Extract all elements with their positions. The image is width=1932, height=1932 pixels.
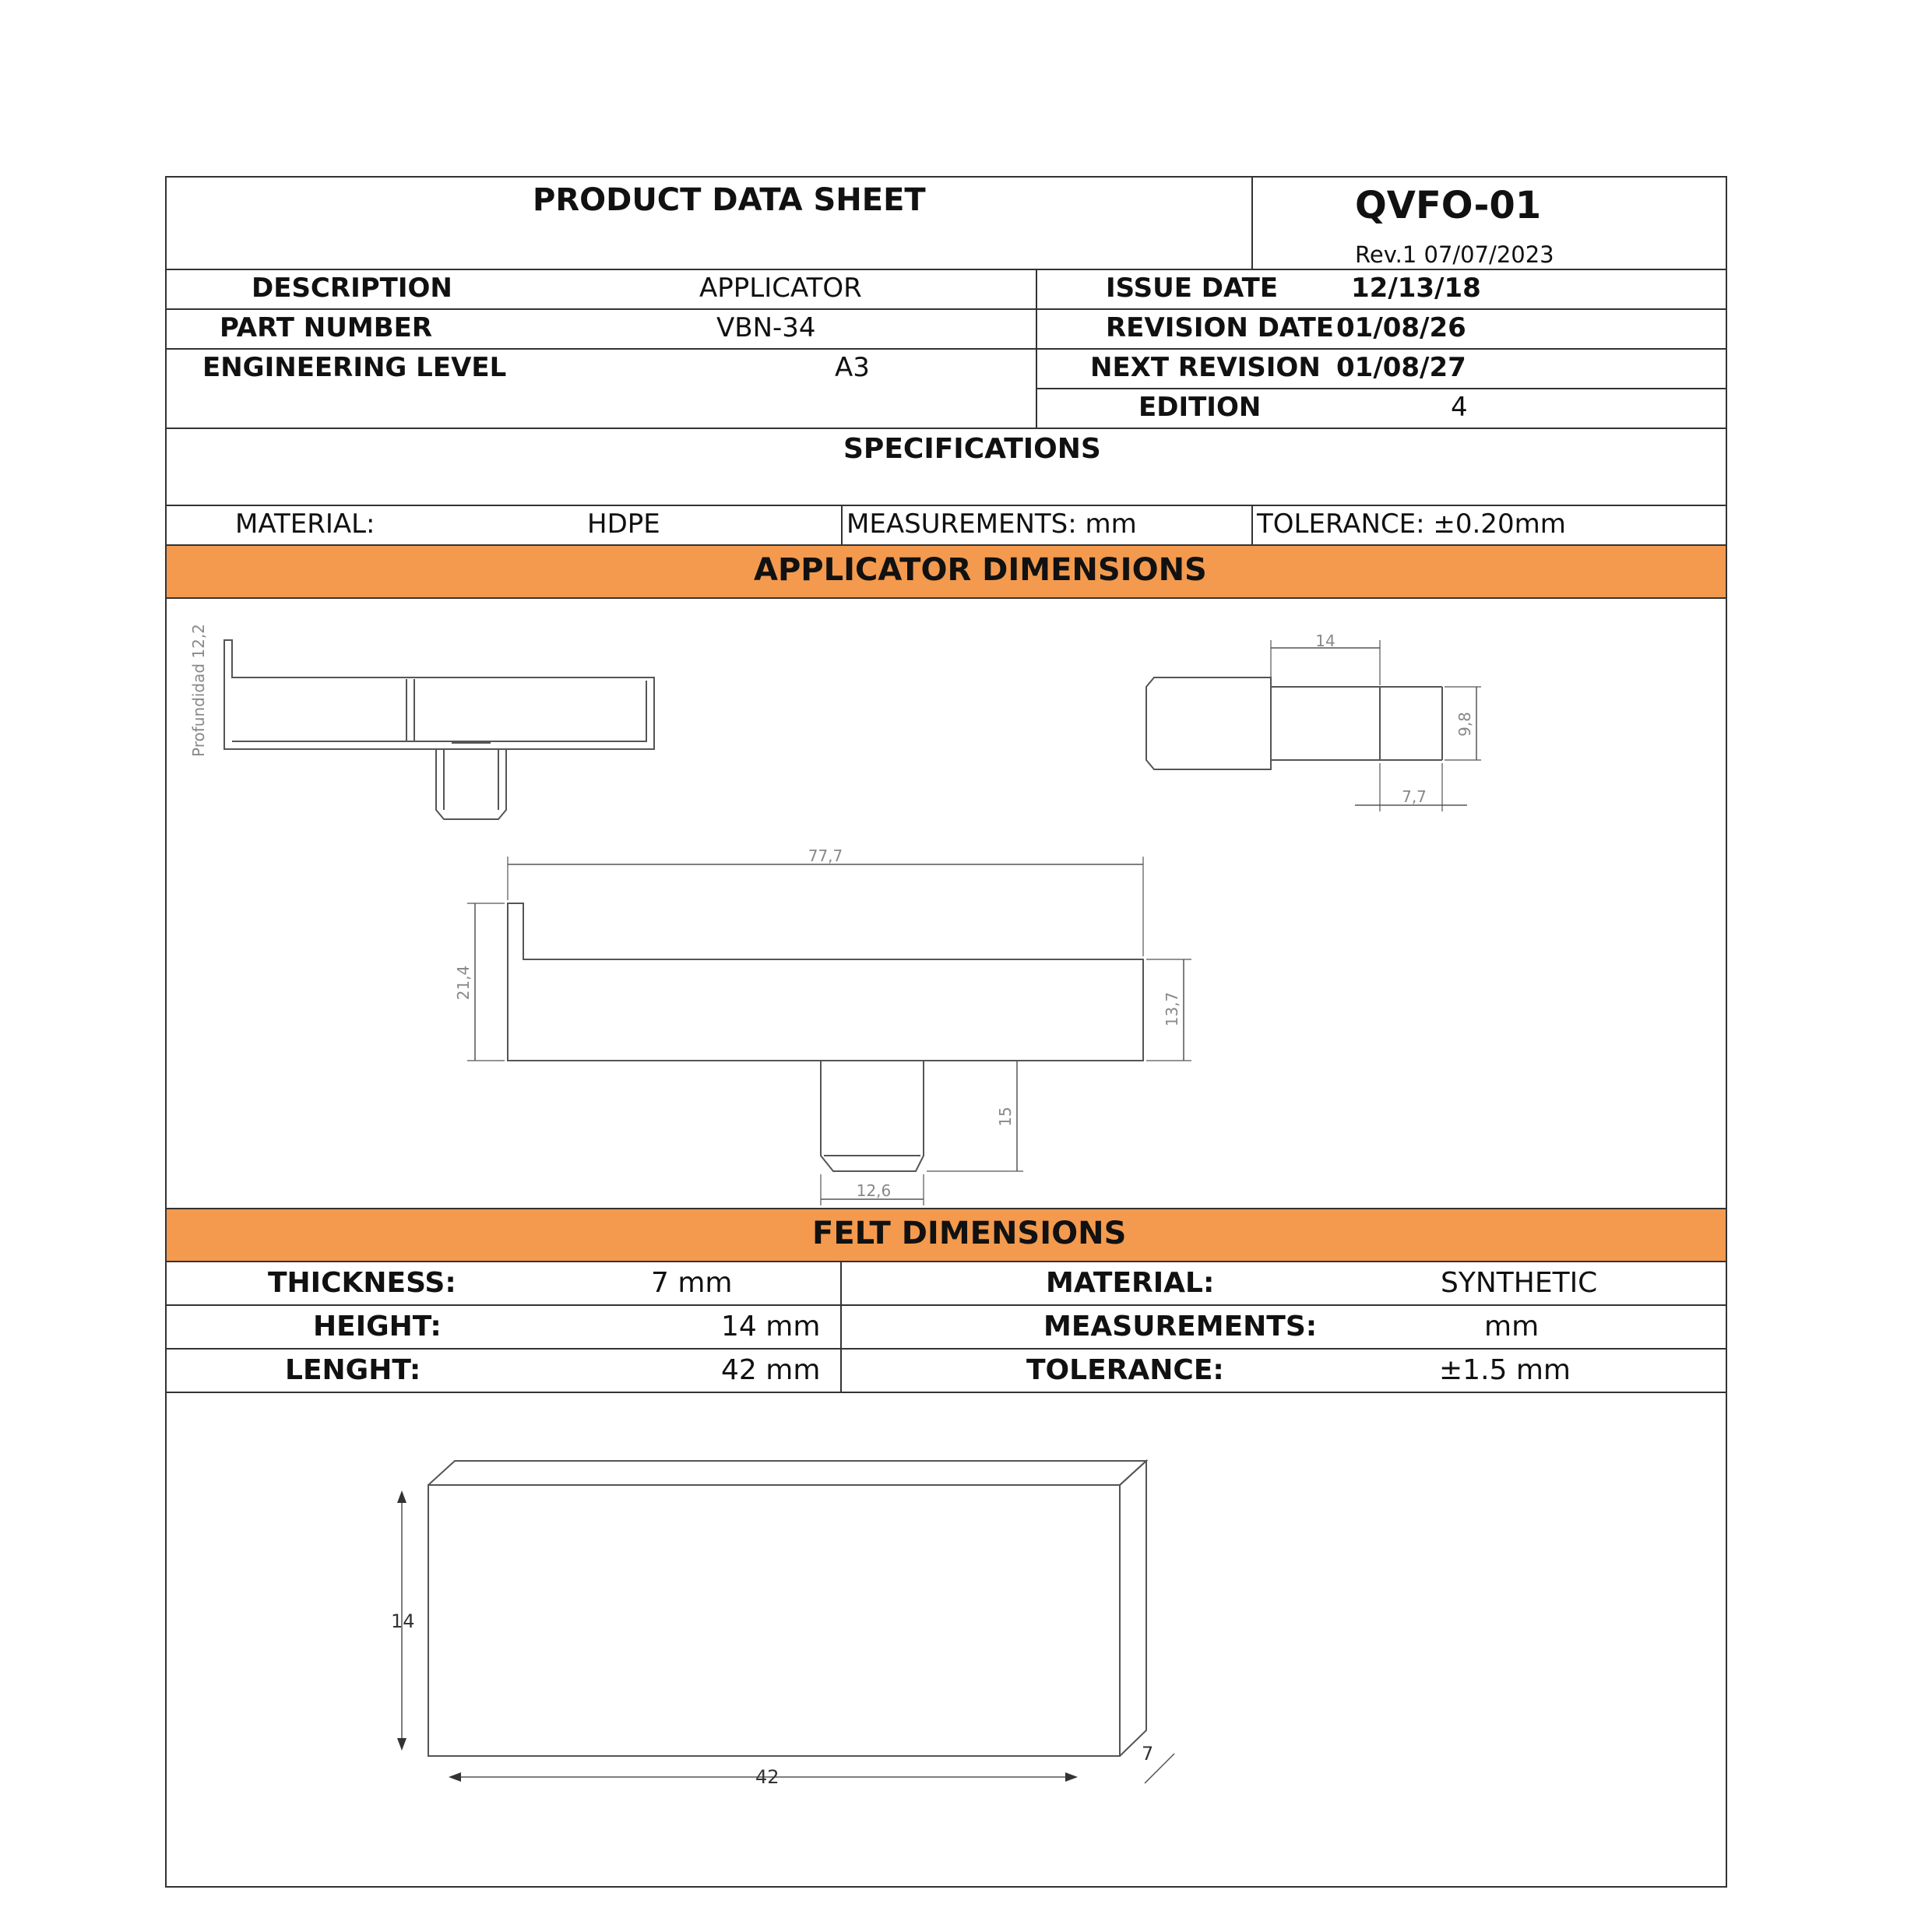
felt-thickness-label: THICKNESS: (268, 1267, 456, 1299)
spec-tolerance: TOLERANCE: ±0.20mm (1257, 509, 1566, 540)
felt-row-line-2 (165, 1348, 1727, 1350)
felt-height-value: 14 mm (721, 1311, 821, 1343)
felt-section-title: FELT DIMENSIONS (812, 1216, 1127, 1251)
applicator-side-view (224, 640, 654, 749)
dim-top-height: 9,8 (1455, 712, 1474, 737)
felt-divider-vertical (840, 1262, 842, 1393)
issue-date-label: ISSUE DATE (1106, 273, 1279, 304)
felt-block-side (1120, 1461, 1146, 1756)
spec-material-value: HDPE (587, 509, 660, 540)
felt-tolerance-value: ±1.5 mm (1439, 1354, 1571, 1386)
revision-date-value: 01/08/26 (1336, 312, 1466, 343)
felt-length-value: 42 mm (721, 1354, 821, 1386)
edition-value: 4 (1451, 392, 1468, 423)
felt-row-line-1 (165, 1304, 1727, 1306)
felt-measurements-label: MEASUREMENTS: (1043, 1311, 1318, 1343)
felt-row-line-3 (165, 1392, 1727, 1393)
dim-stem-width: 12,6 (856, 1181, 892, 1200)
felt-dim-height: 14 (391, 1610, 415, 1632)
document-code: QVFO-01 (1355, 184, 1542, 227)
description-value: APPLICATOR (699, 273, 862, 304)
engineering-level-value: A3 (835, 352, 870, 383)
felt-measurements-value: mm (1484, 1311, 1540, 1343)
dim-depth-note: Profundidad 12,2 (189, 624, 208, 757)
felt-thickness-value: 7 mm (651, 1267, 733, 1299)
dim-top-width: 14 (1315, 632, 1336, 650)
felt-height-label: HEIGHT: (313, 1311, 442, 1343)
felt-banner-bottom-line (165, 1261, 1727, 1262)
dim-length: 77,7 (808, 846, 843, 865)
applicator-front-view (508, 903, 1143, 1061)
engineering-level-label: ENGINEERING LEVEL (202, 352, 507, 383)
felt-drawing (0, 1394, 1932, 1877)
dim-total-height: 21,4 (454, 965, 473, 1001)
felt-material-value: SYNTHETIC (1441, 1267, 1598, 1299)
issue-date-value: 12/13/18 (1351, 273, 1481, 304)
sheet-title: PRODUCT DATA SHEET (533, 182, 926, 218)
felt-length-label: LENGHT: (285, 1354, 421, 1386)
felt-material-label: MATERIAL: (1046, 1267, 1215, 1299)
description-label: DESCRIPTION (252, 273, 452, 304)
revision-date-label: REVISION DATE (1106, 312, 1335, 343)
felt-dim-thickness: 7 (1142, 1743, 1154, 1765)
dim-top-inner: 7,7 (1402, 787, 1427, 806)
applicator-side-stem (436, 749, 506, 819)
felt-block-top (428, 1461, 1146, 1485)
applicator-section-title: APPLICATOR DIMENSIONS (754, 552, 1207, 588)
next-revision-label: NEXT REVISION (1090, 352, 1321, 383)
spec-material-label: MATERIAL: (235, 509, 375, 540)
next-revision-value: 01/08/27 (1336, 352, 1466, 383)
dim-stem-height: 15 (996, 1107, 1015, 1127)
revision-text: Rev.1 07/07/2023 (1355, 241, 1554, 268)
specifications-title: SPECIFICATIONS (843, 433, 1101, 465)
felt-dim-length: 42 (755, 1766, 779, 1788)
felt-tolerance-label: TOLERANCE: (1026, 1354, 1224, 1386)
spec-measurements: MEASUREMENTS: mm (846, 509, 1137, 540)
applicator-end-view (1146, 677, 1271, 769)
part-number-label: PART NUMBER (220, 312, 433, 343)
edition-label: EDITION (1138, 392, 1262, 423)
felt-block-front (428, 1485, 1120, 1756)
part-number-value: VBN-34 (716, 312, 816, 343)
applicator-front-stem (821, 1061, 924, 1171)
dim-body-height: 13,7 (1163, 991, 1181, 1027)
